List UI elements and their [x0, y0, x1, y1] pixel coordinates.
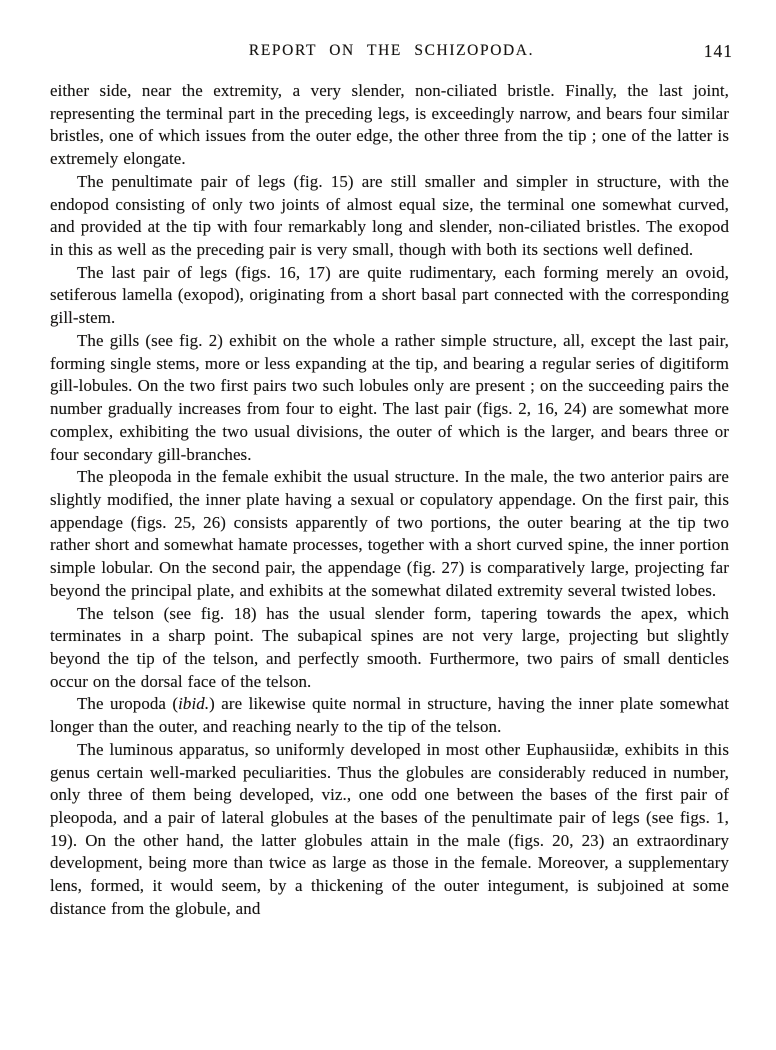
running-title: REPORT ON THE SCHIZOPODA. [248, 42, 535, 59]
paragraph-uropoda-text-cont: ) are likewise quite normal in structure, having the inner plate somewhat longer than the outer, and reaching nearly to the tip of the telson. [50, 694, 729, 737]
paragraph-penultimate-legs: The penultimate pair of legs (fig. 15) are still smaller and simpler in structure, with the endopod consisting of only two joints of almost equal size, the terminal one somewhat curved, and provided at the tip with four remarkably long and slender, non-ciliated bristles. The exopod in this as well as the preceding pair is very small, though with both its sections well defined. [50, 171, 729, 260]
paragraph-continuation: either side, near the extremity, a very slender, non-ciliated bristle. Finally, the last joint, representing the terminal part in the preceding legs, is exceedingly narrow, and bears four similar bristles, one of which issues from the outer edge, the other three from the tip ; one of the latter is extremely elongate. [50, 81, 729, 169]
page-header [50, 42, 733, 64]
paragraph-gills: The gills (see fig. 2) exhibit on the whole a rather simple structure, all, except the last pair, forming single stems, more or less expanding at the tip, and bearing a regular series of digitiform gill-lobules. On the two first pairs two such lobules only are present ; on the succeeding pairs the number gradually increases from four to eight. The last pair (figs. 2, 16, 24) are somewhat more complex, exhibiting the two usual divisions, the outer of which is the larger, and bears three or four secondary gill-branches. [50, 330, 729, 464]
page-number: 141 [703, 41, 733, 61]
paragraph-last-pair-legs: The last pair of legs (figs. 16, 17) are quite rudimentary, each forming merely an ovoid, setiferous lamella (exopod), originating from a short basal part connected with the corresponding gill-stem. [50, 262, 729, 328]
paragraph-uropoda-text: The uropoda ( [77, 694, 179, 714]
paragraph-pleopoda: The pleopoda in the female exhibit the usual structure. In the male, the two anterior pairs are slightly modified, the inner plate having a sexual or copulatory appendage. On the first pair, this appendage (figs. 25, 26) consists apparently of two portions, the outer bearing at the tip two rather short and somewhat hamate processes, together with a short curved spine, the inner portion simple lobular. On the second pair, the appendage (fig. 27) is comparatively large, projecting far beyond the principal plate, and exhibits at the somewhat dilated extremity several twisted lobes. [50, 467, 729, 600]
paragraph-uropoda [50, 693, 729, 738]
paragraph-uropoda-italic-ibid: ibid. [178, 694, 210, 714]
page-body [50, 80, 729, 921]
paragraph-luminous-apparatus: The luminous apparatus, so uniformly developed in most other Euphausiidæ, exhibits in this genus certain well-marked peculiarities. Thus the globules are considerably reduced in number, only three of them being developed, viz., one odd one between the bases of the first pair of pleopoda, and a pair of lateral globules at the bases of the penultimate pair of legs (see figs. 1, 19). On the other hand, the latter globules attain in the male (figs. 20, 23) an extraordinary development, being more than twice as large as those in the female. Moreover, a supplementary lens, formed, it would seem, by a thickening of the outer integument, is subjoined at some distance from the globule, and [50, 739, 729, 918]
paragraph-telson: The telson (see fig. 18) has the usual slender form, tapering towards the apex, which terminates in a sharp point. The subapical spines are not very large, projecting but slightly beyond the tip of the telson, and perfectly smooth. Furthermore, two pairs of small denticles occur on the dorsal face of the telson. [50, 603, 729, 691]
